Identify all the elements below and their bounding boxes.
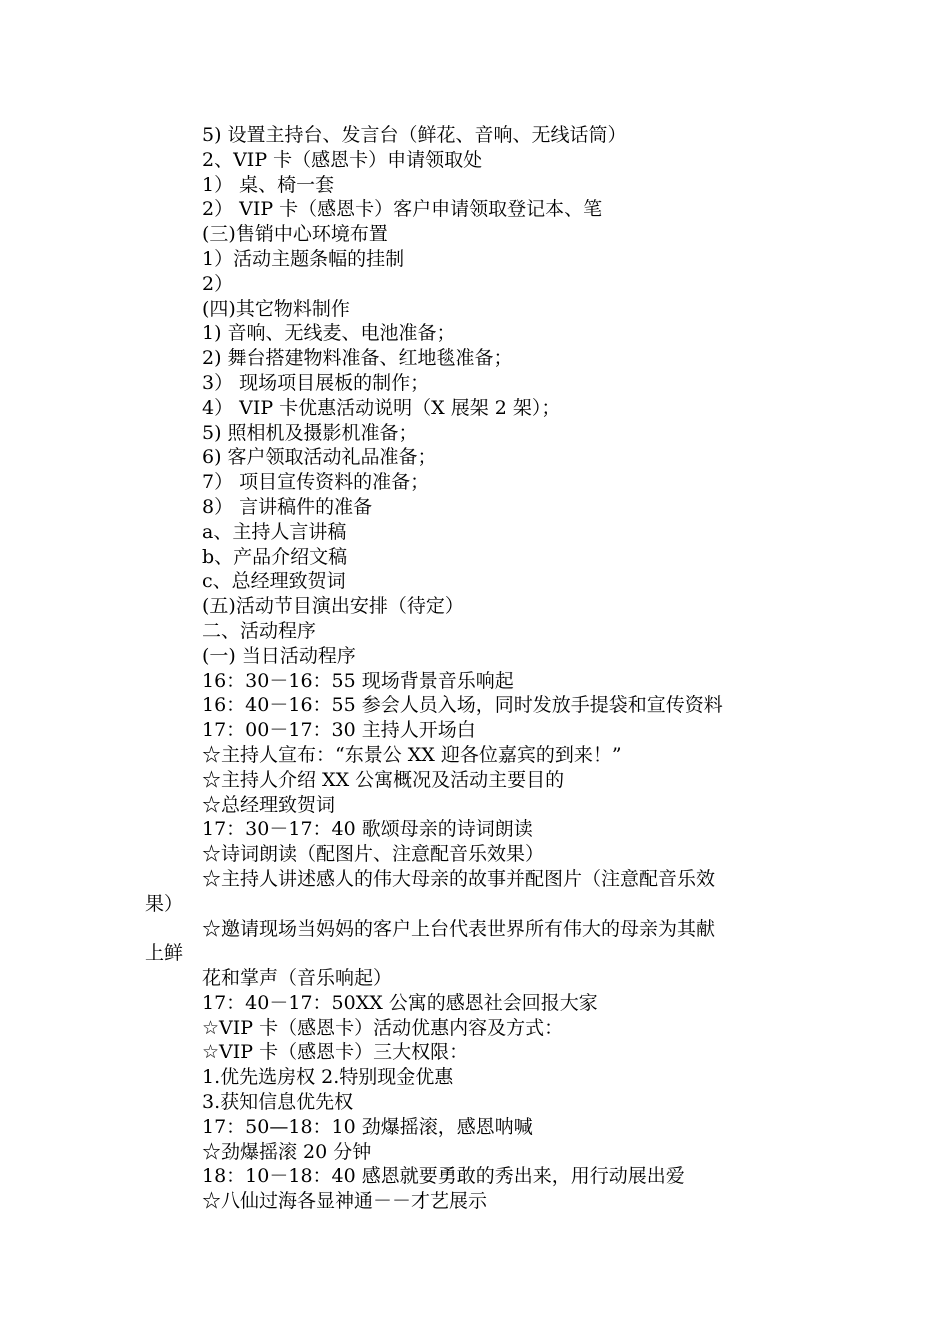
- document-line: (一) 当日活动程序: [202, 644, 356, 667]
- document-line: 5) 设置主持台、发言台（鲜花、音响、无线话筒）: [202, 124, 627, 146]
- document-line: 17：30－17：40 歌颂母亲的诗词朗读: [202, 818, 533, 841]
- document-line: 2）: [202, 272, 234, 295]
- document-line: a、主持人言讲稿: [202, 520, 347, 543]
- document-line: 花和掌声（音乐响起）: [202, 967, 393, 990]
- document-line: 18：10－18：40 感恩就要勇敢的秀出来，用行动展出爱: [202, 1165, 685, 1188]
- document-line: 17：40－17：50XX 公寓的感恩社会回报大家: [202, 991, 598, 1014]
- document-line: (四)其它物料制作: [202, 297, 350, 320]
- document-line: 6) 客户领取活动礼品准备；: [202, 446, 437, 469]
- document-line: ☆主持人宣布：“东景公 XX 迎各位嘉宾的到来！”: [202, 743, 622, 766]
- document-line: 2） VIP 卡（感恩卡）客户申请领取登记本、笔: [202, 198, 603, 221]
- document-line: 4） VIP 卡优惠活动说明（X 展架 2 架）；: [202, 396, 561, 419]
- document-line: (三)售销中心环境布置: [202, 223, 388, 246]
- document-line: ☆总经理致贺词: [202, 793, 336, 816]
- document-line: ☆VIP 卡（感恩卡）三大权限：: [202, 1041, 469, 1064]
- document-line: 16：30－16：55 现场背景音乐响起: [202, 669, 514, 692]
- document-line: 17：00－17：30 主持人开场白: [202, 719, 476, 742]
- document-line: 上鲜: [145, 942, 184, 965]
- document-line: 1） 桌、椅一套: [202, 173, 335, 196]
- document-line: 3.获知信息优先权: [202, 1091, 354, 1114]
- document-line: 1）活动主题条幅的挂制: [202, 247, 405, 270]
- document-line: 8） 言讲稿件的准备: [202, 495, 373, 518]
- document-line: 果）: [145, 892, 184, 915]
- document-line: 5) 照相机及摄影机准备；: [202, 421, 418, 444]
- document-line: 1.优先选房权 2.特别现金优惠: [202, 1066, 454, 1089]
- document-line: 1) 音响、无线麦、电池准备；: [202, 322, 456, 345]
- document-line: 3） 现场项目展板的制作；: [202, 371, 430, 394]
- document-line: b、产品介绍文稿: [202, 545, 348, 568]
- document-line: 2) 舞台搭建物料准备、红地毯准备；: [202, 347, 513, 370]
- document-line: 17：50—18：10 劲爆摇滚，感恩呐喊: [202, 1115, 533, 1138]
- document-line: 16：40－16：55 参会人员入场，同时发放手提袋和宣传资料: [202, 694, 723, 717]
- document-line: ☆主持人讲述感人的伟大母亲的故事并配图片（注意配音乐效: [202, 867, 716, 890]
- document-line: 7） 项目宣传资料的准备；: [202, 471, 430, 494]
- document-line: 2、VIP 卡（感恩卡）申请领取处: [202, 148, 483, 171]
- document-body: [145, 123, 825, 1214]
- document-line: 二、活动程序: [202, 619, 317, 642]
- document-line: c、总经理致贺词: [202, 570, 346, 593]
- document-line: ☆诗词朗读（配图片、注意配音乐效果）: [202, 843, 545, 866]
- document-line: ☆八仙过海各显神通－－才艺展示: [202, 1190, 488, 1213]
- document-line: ☆邀请现场当妈妈的客户上台代表世界所有伟大的母亲为其献: [202, 917, 716, 940]
- document-line: ☆主持人介绍 XX 公寓概况及活动主要目的: [202, 768, 565, 791]
- document-line: (五)活动节目演出安排（待定）: [202, 595, 464, 618]
- document-line: ☆VIP 卡（感恩卡）活动优惠内容及方式：: [202, 1016, 564, 1039]
- document-line: ☆劲爆摇滚 20 分钟: [202, 1140, 372, 1163]
